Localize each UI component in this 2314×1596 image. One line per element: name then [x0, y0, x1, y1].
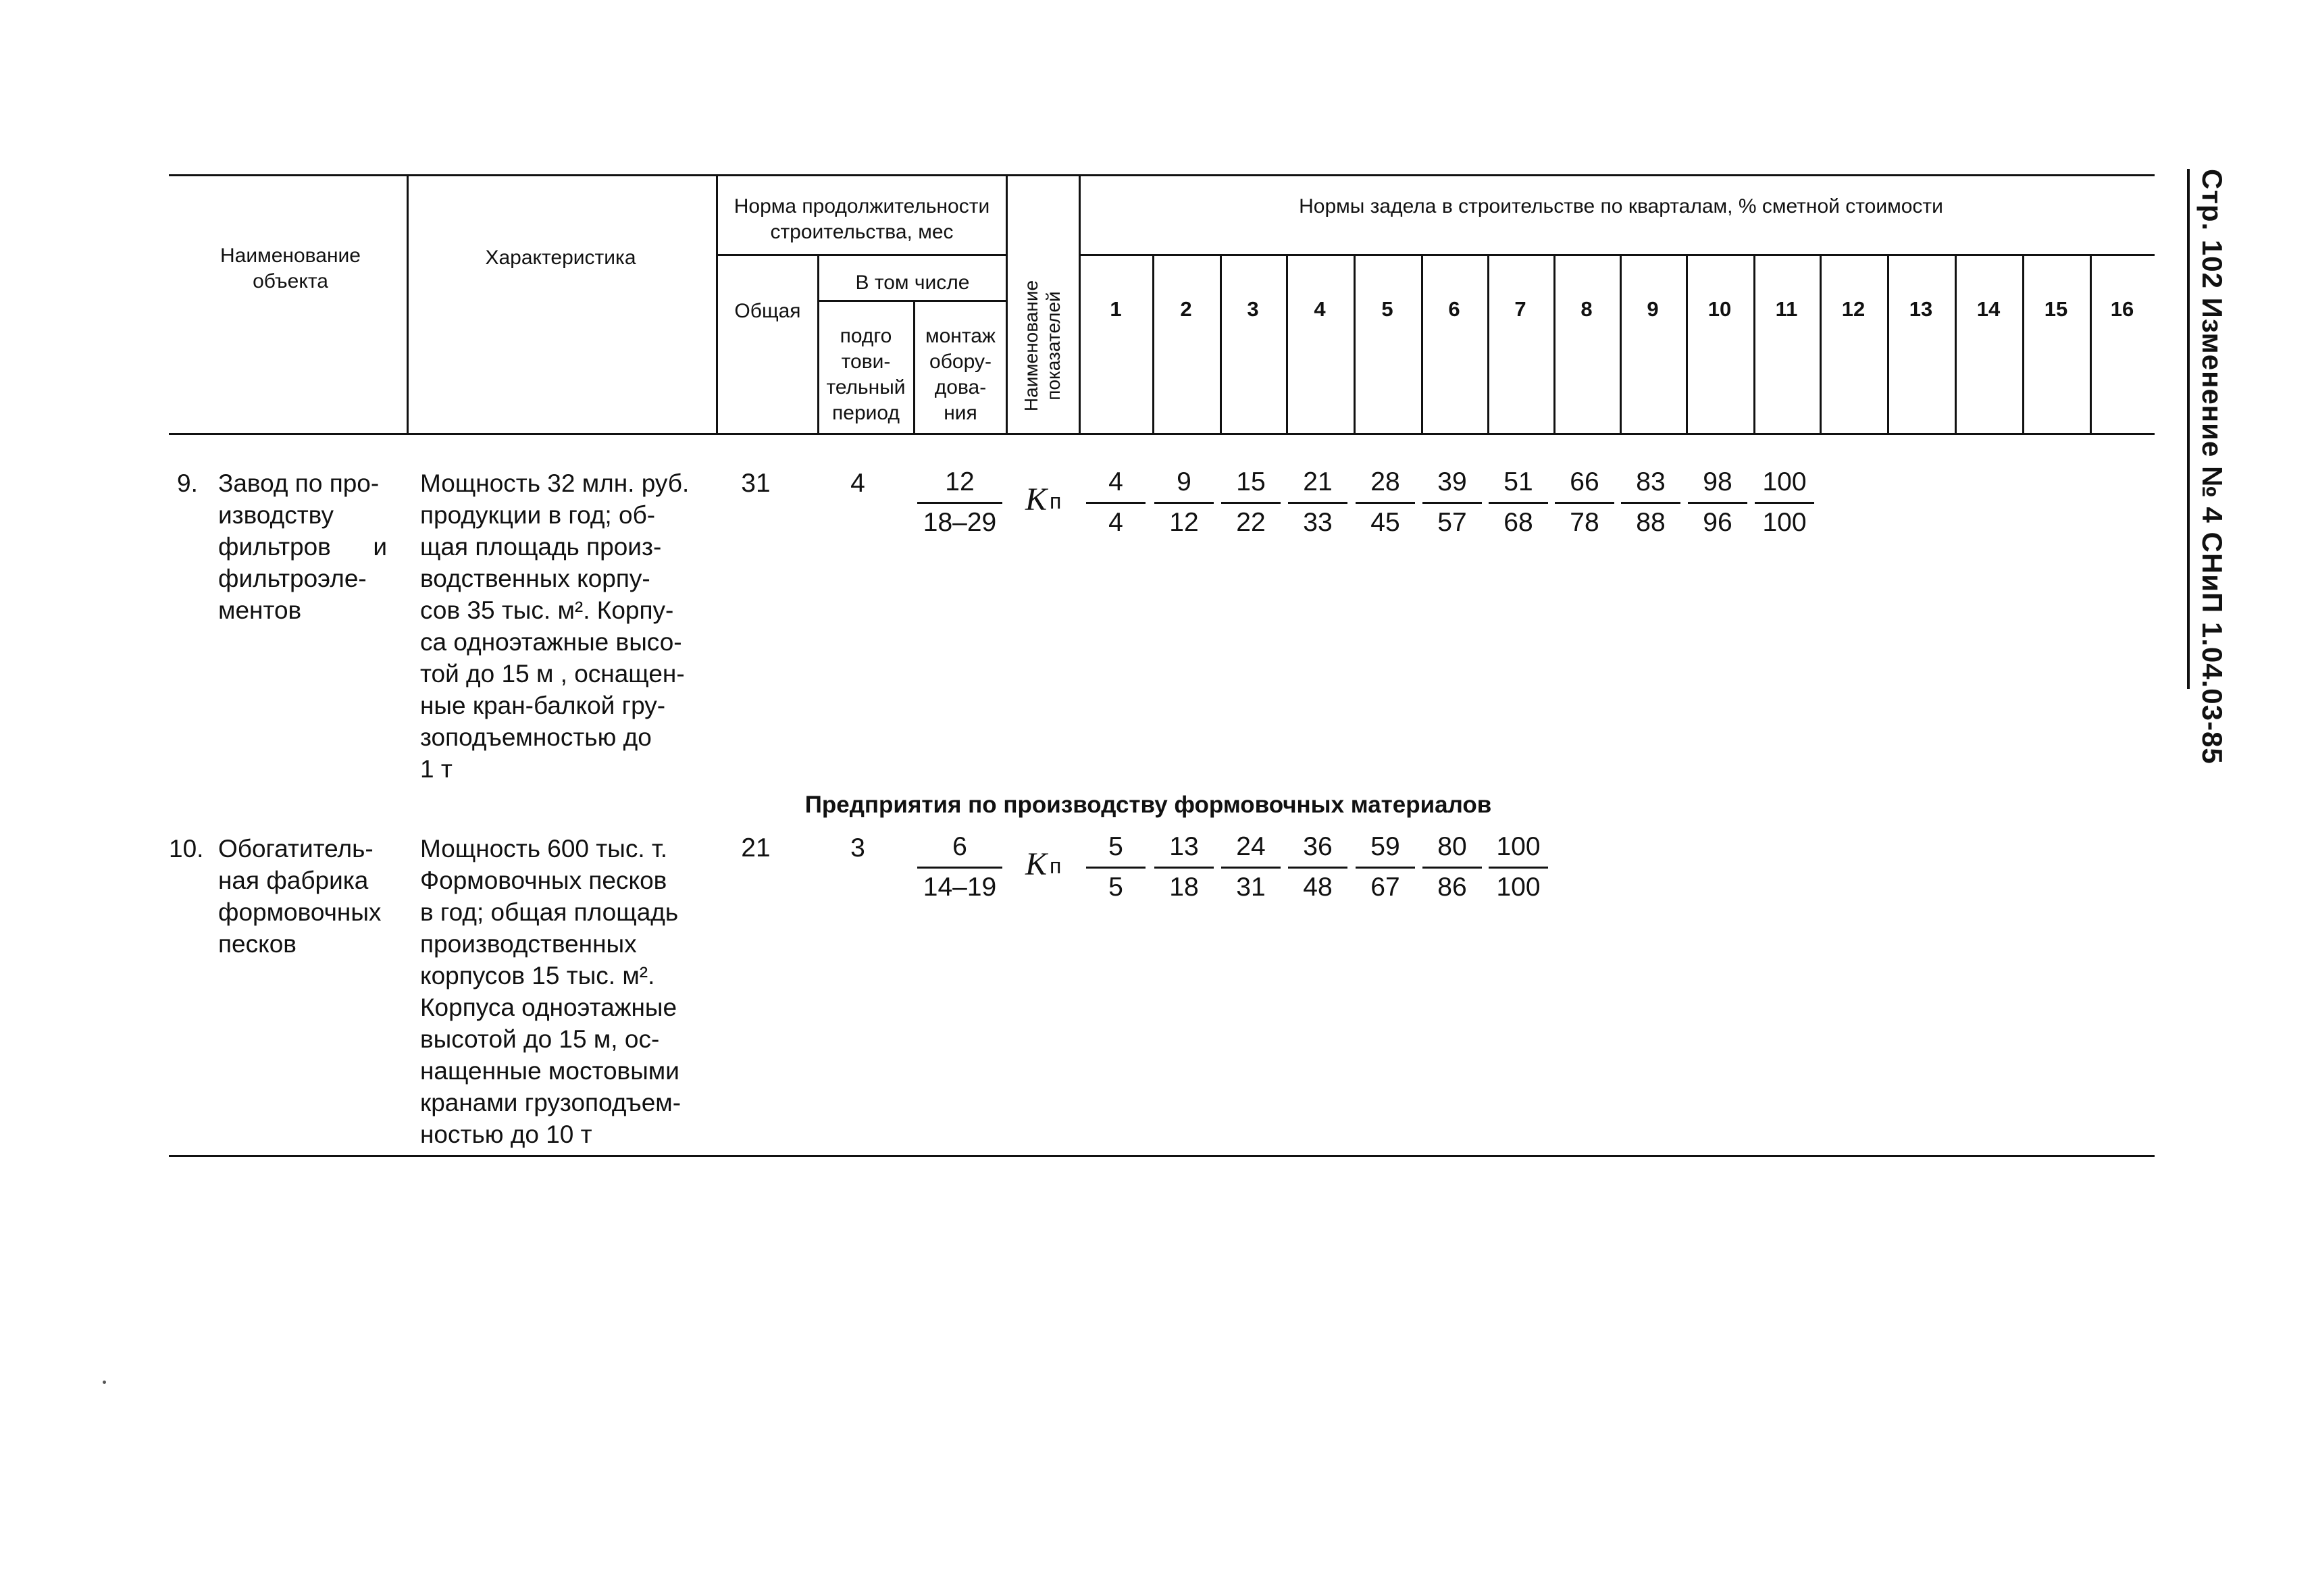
quarter-number: 14: [1976, 297, 2001, 321]
characteristic-line: Мощность 600 тыс. т.: [420, 835, 668, 863]
characteristic-line: са одноэтажные высо-: [420, 628, 682, 656]
characteristic-line: в год; общая площадь: [420, 898, 679, 926]
col-divider: [913, 300, 915, 434]
object-name-line: песков: [218, 930, 297, 958]
indicator-kp: K $_п$: [1025, 482, 1062, 517]
object-name-line: Завод по про-: [218, 469, 380, 497]
header-backlog-norms: Нормы задела в строительстве по кварталам, % сметной стоимости: [1299, 195, 1943, 217]
install-duration: [909, 465, 1010, 540]
header-prep-period: подго тови- тельный период: [826, 325, 906, 424]
characteristic-line: корпусов 15 тыс. м².: [420, 962, 655, 989]
characteristic-line: высотой до 15 м, ос-: [420, 1025, 660, 1053]
quarter-number: 13: [1909, 297, 1933, 321]
quarter-value: $\frac{51}{68}$: [1478, 465, 1559, 540]
install-duration-top: 12: [917, 465, 1002, 504]
header-characteristic: Характеристика: [485, 247, 636, 269]
quarter-number: 6: [1448, 297, 1460, 321]
prep-duration: 4: [850, 469, 865, 498]
quarter-value: $\frac{28}{45}$: [1345, 465, 1426, 540]
indicator-kp: K $_п$: [1025, 846, 1062, 882]
characteristic-line: кранами грузоподъем-: [420, 1089, 682, 1116]
object-name-line: фильтроэле-: [218, 565, 367, 592]
quarter-value: $\frac{80}{86}$: [1412, 829, 1493, 905]
quarter-value: $\frac{15}{22}$: [1210, 465, 1291, 540]
scan-speck: [103, 1381, 106, 1384]
install-duration-bottom: 18–29: [923, 508, 997, 537]
header-rule-backlog: [1081, 254, 2155, 256]
characteristic-line: зоподъемностью до: [420, 723, 652, 751]
characteristic-line: Мощность 32 млн. руб.: [420, 469, 690, 497]
quarter-number: 8: [1580, 297, 1593, 321]
characteristic-line: сов 35 тыс. м². Корпу-: [420, 596, 674, 624]
header-object-name: Наименование объекта: [220, 244, 361, 292]
quarter-value: $\frac{5}{5}$: [1075, 829, 1156, 905]
quarter-value: $\frac{13}{18}$: [1143, 829, 1225, 905]
object-name-line: Обогатитель-: [218, 835, 374, 863]
col-divider: [1354, 254, 1356, 434]
header-total: Общая: [734, 300, 801, 322]
characteristic-line: производственных: [420, 930, 637, 958]
total-duration: 21: [741, 833, 771, 863]
quarter-number: 9: [1647, 297, 1659, 321]
quarter-number: 7: [1514, 297, 1526, 321]
quarter-number: 3: [1247, 297, 1259, 321]
quarter-value: $\frac{100}{100}$: [1478, 829, 1559, 905]
characteristic-line: Формовочных песков: [420, 867, 667, 894]
col-divider: [407, 174, 409, 434]
quarter-number: 10: [1707, 297, 1732, 321]
characteristic-line: щая площадь произ-: [420, 533, 662, 561]
quarter-value: $\frac{100}{100}$: [1744, 465, 1825, 540]
quarter-number: 5: [1381, 297, 1393, 321]
quarter-number: 2: [1180, 297, 1192, 321]
characteristic-line: Корпуса одноэтажные: [420, 994, 677, 1021]
object-name-line: формовочных: [218, 898, 382, 926]
col-divider: [1686, 254, 1688, 434]
col-divider: [1286, 254, 1288, 434]
col-divider: [2090, 254, 2092, 434]
quarter-value: $\frac{66}{78}$: [1544, 465, 1625, 540]
col-divider: [2022, 254, 2024, 434]
quarter-value: $\frac{24}{31}$: [1210, 829, 1291, 905]
page-header: Стр. 102 Изменение № 4 СНиП 1.04.03-85: [2196, 169, 2228, 765]
quarter-value: $\frac{59}{67}$: [1345, 829, 1426, 905]
install-duration-top: 6: [917, 829, 1002, 869]
characteristic: [420, 833, 705, 1150]
col-divider: [1887, 254, 1889, 434]
col-divider: [1620, 254, 1622, 434]
quarter-number: 4: [1314, 297, 1326, 321]
header-bottom-rule: [169, 433, 2155, 435]
table-top-rule: [169, 174, 2155, 176]
total-duration: 31: [741, 469, 771, 498]
col-divider: [1820, 254, 1822, 434]
header-rule-duration: [718, 254, 1006, 256]
quarter-number: 1: [1110, 297, 1122, 321]
quarter-value: $\frac{9}{12}$: [1143, 465, 1225, 540]
row-number: 10.: [169, 835, 204, 863]
prep-duration: 3: [850, 833, 865, 863]
col-divider: [1006, 174, 1008, 434]
characteristic-line: нащенные мостовыми: [420, 1057, 679, 1085]
quarter-number: 15: [2044, 297, 2068, 321]
quarter-value: $\frac{98}{96}$: [1677, 465, 1758, 540]
col-divider: [1220, 254, 1222, 434]
characteristic-line: водственных корпу-: [420, 565, 650, 592]
characteristic: [420, 467, 705, 785]
quarter-value: $\frac{83}{88}$: [1610, 465, 1691, 540]
col-divider: [1553, 254, 1555, 434]
characteristic-line: продукции в год; об-: [420, 501, 656, 529]
col-divider: [1421, 254, 1423, 434]
col-divider: [1753, 254, 1755, 434]
col-divider: [1955, 254, 1957, 434]
section-title: Предприятия по производству формовочных материалов: [804, 792, 1492, 818]
characteristic-line: 1 т: [420, 755, 453, 783]
col-divider: [1152, 254, 1154, 434]
page-header-rule: [2187, 169, 2190, 689]
quarter-value: $\frac{36}{48}$: [1277, 829, 1358, 905]
object-name: [218, 467, 387, 626]
characteristic-line: ностью до 10 т: [420, 1121, 592, 1148]
object-name-line: ментов: [218, 596, 302, 624]
object-name: [218, 833, 394, 960]
quarter-value: $\frac{21}{33}$: [1277, 465, 1358, 540]
header-duration-norm: Норма продолжительности строительства, мес: [734, 195, 990, 243]
quarter-value: $\frac{4}{4}$: [1075, 465, 1156, 540]
quarter-number: 11: [1775, 297, 1798, 321]
col-divider: [1079, 174, 1081, 434]
object-name-line: изводству: [218, 501, 334, 529]
install-duration: [909, 829, 1010, 905]
header-including: В том числе: [855, 272, 970, 294]
col-divider: [1487, 254, 1489, 434]
header-indicator-name: Наименование показателей: [1021, 280, 1064, 412]
install-duration-bottom: 14–19: [923, 873, 997, 902]
quarter-number: 12: [1841, 297, 1866, 321]
quarter-value: $\frac{39}{57}$: [1412, 465, 1493, 540]
table-bottom-rule: [169, 1155, 2155, 1157]
quarter-number: 16: [2110, 297, 2134, 321]
characteristic-line: той до 15 м , оснащен-: [420, 660, 685, 688]
header-installation: монтаж обору- дова- ния: [925, 325, 996, 424]
characteristic-line: ные кран-балкой гру-: [420, 692, 666, 719]
header-rule-including: [819, 300, 1006, 302]
object-name-line: фильтров и: [218, 533, 387, 561]
object-name-line: ная фабрика: [218, 867, 369, 894]
row-number: 9.: [177, 469, 198, 497]
